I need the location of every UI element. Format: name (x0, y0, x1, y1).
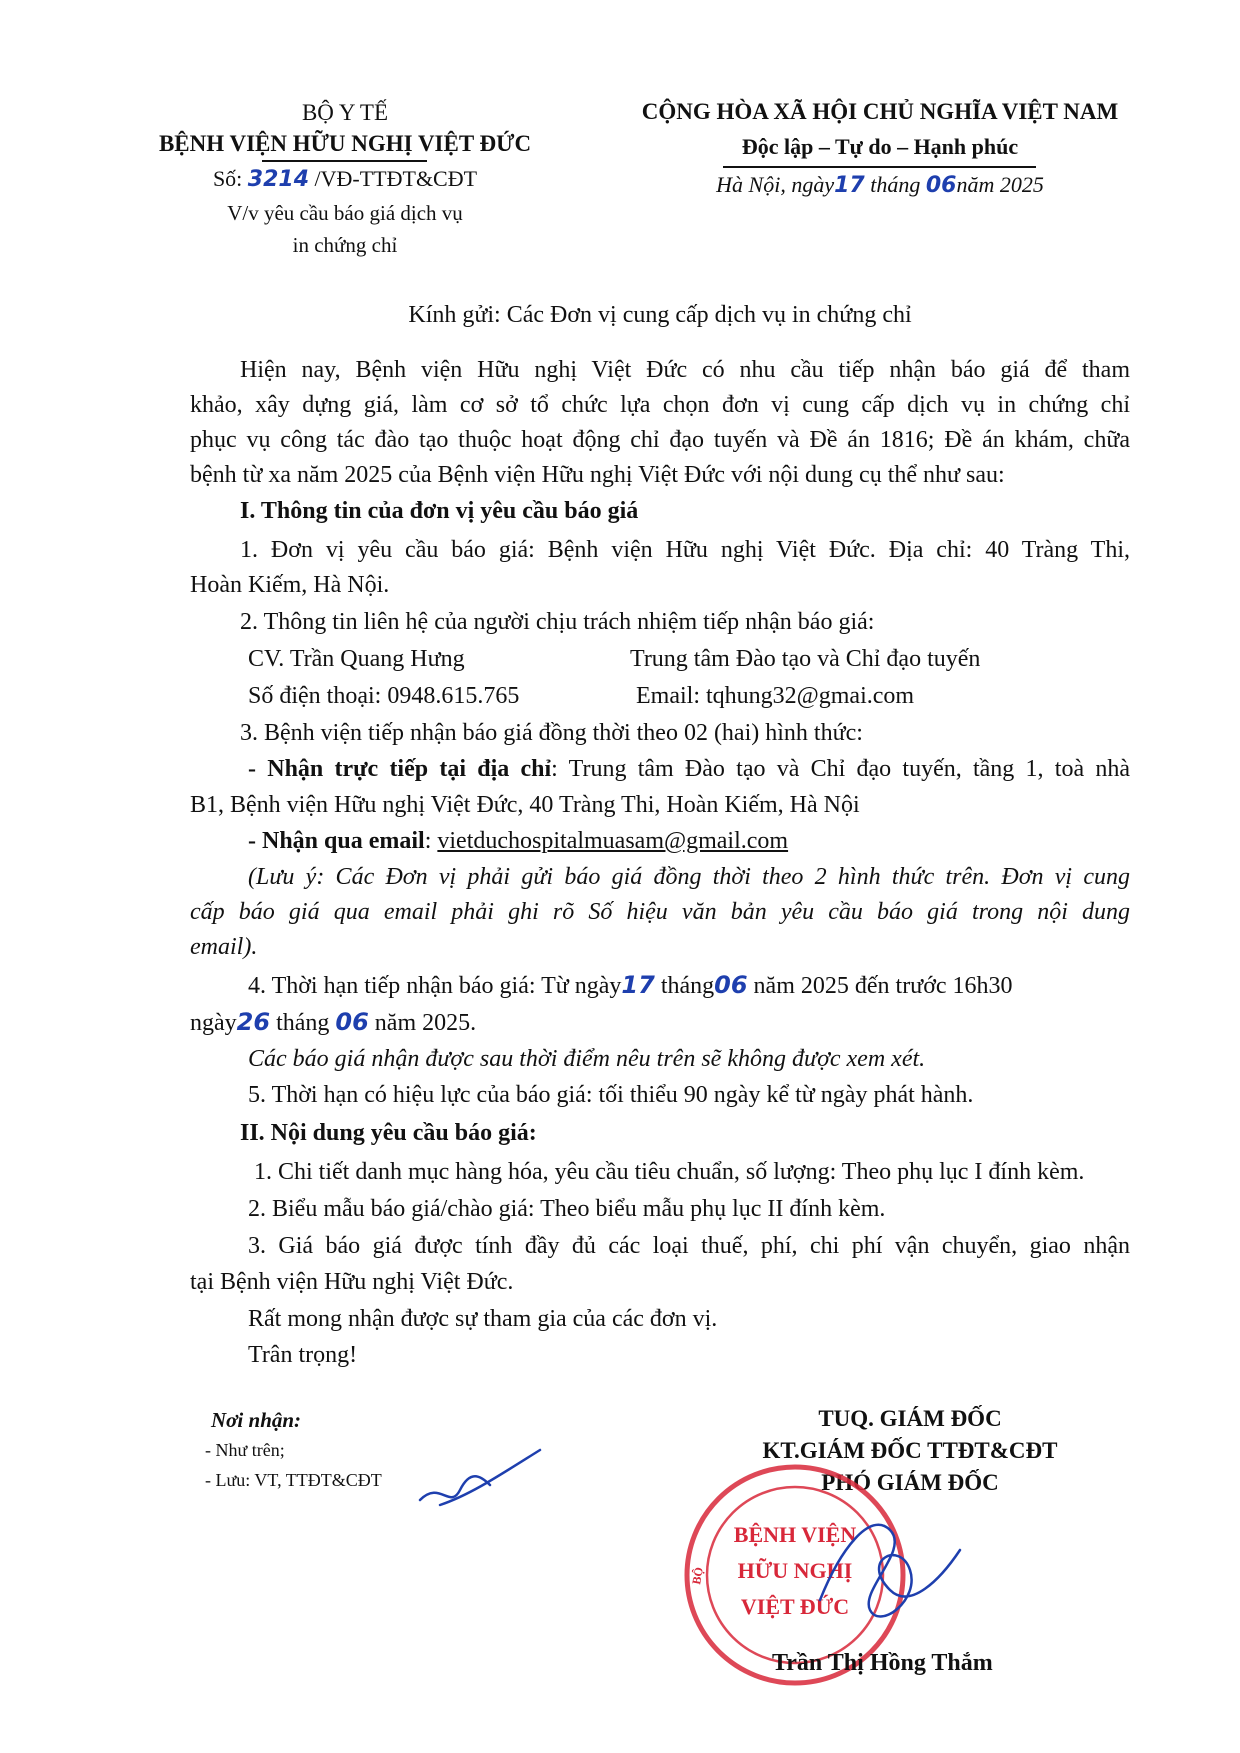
date-suffix: năm 2025 (956, 172, 1044, 197)
number-prefix: Số: (212, 166, 248, 191)
section-2-title: II. Nội dung yêu cầu báo giá: (240, 1120, 537, 1146)
s1-item2: 2. Thông tin liên hệ của người chịu trách nhiệm tiếp nhận báo giá: (240, 609, 875, 635)
number-handwritten: 3214 (247, 167, 310, 192)
contact-unit: Trung tâm Đào tạo và Chỉ đạo tuyến (630, 646, 981, 672)
item4-month1-handwritten: 06 (714, 971, 748, 999)
item4-b: tháng (654, 973, 715, 999)
stamp-line-3: VIỆT ĐỨC (740, 1594, 850, 1619)
s1-item4-line2 (190, 1005, 476, 1040)
item4-f: năm 2025. (368, 1010, 477, 1036)
date-day-handwritten: 17 (834, 173, 865, 198)
signature-line-1: TUQ. GIÁM ĐỐC (818, 1406, 1002, 1431)
email-colon: : (424, 828, 438, 854)
note-line-1: (Lưu ý: Các Đơn vị phải gửi báo giá đồng thời theo 2 hình thức trên. Đơn vị cung (248, 864, 1130, 890)
stamp-side-text: BỘ (689, 1566, 706, 1586)
item4-day1-handwritten: 17 (621, 971, 655, 999)
signature-line-3: PHÓ GIÁM ĐỐC (821, 1470, 999, 1495)
motto-underline (723, 166, 1036, 168)
initial-stroke (420, 1450, 540, 1505)
recipients-block (205, 1405, 382, 1495)
recipients-title: Nơi nhận: (211, 1408, 302, 1432)
note-line-3: email). (190, 934, 258, 960)
signature-stroke (820, 1525, 960, 1617)
closing-line-2: Trân trọng! (248, 1342, 358, 1368)
handwritten-signature (800, 1490, 980, 1650)
header-right (600, 96, 1160, 203)
number-suffix: /VĐ-TTĐT&CĐT (309, 166, 478, 191)
item4-e: tháng (270, 1010, 336, 1036)
motto: Độc lập – Tự do – Hạnh phúc (741, 134, 1019, 159)
hospital-name-underline (262, 160, 427, 162)
recipients-line-1: - Như trên; (205, 1440, 285, 1460)
intro-line-1: Hiện nay, Bệnh viện Hữu nghị Việt Đức có nhu cầu tiếp nhận báo giá để tham (240, 357, 1130, 383)
recipients-line-2: - Lưu: VT, TTĐT&CĐT (205, 1470, 382, 1490)
email-line (248, 824, 788, 858)
item4-d: ngày (190, 1010, 237, 1036)
intro-line-2: khảo, xây dựng giá, làm cơ sở tổ chức lựa chọn đơn vị cung cấp dịch vụ in chứng chỉ (190, 392, 1130, 418)
date-prefix: Hà Nội, ngày (716, 172, 835, 197)
direct-line2: B1, Bệnh viện Hữu nghị Việt Đức, 40 Tràng Thi, Hoàn Kiếm, Hà Nội (190, 792, 860, 818)
item4-month2-handwritten: 06 (335, 1008, 369, 1036)
s1-item1-line1: 1. Đơn vị yêu cầu báo giá: Bệnh viện Hữu nghị Việt Đức. Địa chỉ: 40 Tràng Thi, (240, 537, 1130, 563)
date-mid: tháng (864, 172, 926, 197)
intro-line-3: phục vụ công tác đào tạo thuộc hoạt động chỉ đạo tuyến và Đề án 1816; Đề án khám, chữa (190, 427, 1130, 453)
subject-line-2: in chứng chỉ (292, 233, 398, 257)
s2-item2: 2. Biểu mẫu báo giá/chào giá: Theo biểu mẫu phụ lục II đính kèm. (248, 1196, 886, 1222)
initial-mark (410, 1440, 550, 1520)
s2-item3-line2: tại Bệnh viện Hữu nghị Việt Đức. (190, 1269, 514, 1295)
direct-text: : Trung tâm Đào tạo và Chỉ đạo tuyến, tầng 1, toà nhà (551, 756, 1130, 782)
closing-line-1: Rất mong nhận được sự tham gia của các đơn vị. (248, 1306, 718, 1332)
email-address-link[interactable]: vietduchospitalmuasam@gmail.com (437, 828, 789, 854)
direct-line1 (248, 752, 1130, 786)
recipient-line: Kính gửi: Các Đơn vị cung cấp dịch vụ in chứng chỉ (408, 302, 912, 328)
note-line-2: cấp báo giá qua email phải ghi rõ Số hiệu văn bản yêu cầu báo giá trong nội dung (190, 899, 1130, 925)
stamp-line-2: HỮU NGHỊ (737, 1558, 853, 1583)
s1-item4-line1 (248, 968, 1013, 1003)
country-name: CỘNG HÒA XÃ HỘI CHỦ NGHĨA VIỆT NAM (641, 99, 1119, 124)
s2-item3-line1: 3. Giá báo giá được tính đầy đủ các loại thuế, phí, chi phí vận chuyển, giao nhận (248, 1233, 1130, 1259)
item4-day2-handwritten: 26 (236, 1008, 271, 1036)
s1-item5: 5. Thời hạn có hiệu lực của báo giá: tối thiểu 90 ngày kể từ ngày phát hành. (248, 1082, 974, 1108)
header-left (120, 98, 570, 261)
intro-line-4: bệnh từ xa năm 2025 của Bệnh viện Hữu nghị Việt Đức với nội dung cụ thể như sau: (190, 462, 1005, 488)
email-label: - Nhận qua email (248, 828, 425, 854)
item4-a: 4. Thời hạn tiếp nhận báo giá: Từ ngày (248, 973, 622, 999)
signer-name: Trần Thị Hồng Thắm (772, 1650, 993, 1676)
item4-c: năm 2025 đến trước 16h30 (747, 973, 1013, 999)
s1-item1-line2: Hoàn Kiếm, Hà Nội. (190, 572, 390, 598)
contact-email: Email: tqhung32@gmai.com (636, 683, 915, 709)
section-1-title: I. Thông tin của đơn vị yêu cầu báo giá (240, 498, 639, 524)
document-number (120, 162, 570, 197)
item4-note: Các báo giá nhận được sau thời điểm nêu trên sẽ không được xem xét. (248, 1046, 926, 1072)
s1-item3: 3. Bệnh viện tiếp nhận báo giá đồng thời theo 02 (hai) hình thức: (240, 720, 863, 746)
date-month-handwritten: 06 (925, 173, 957, 198)
contact-phone: Số điện thoại: 0948.615.765 (248, 683, 520, 709)
hospital-name: BỆNH VIỆN HỮU NGHỊ VIỆT ĐỨC (158, 131, 532, 156)
ministry-name: BỘ Y TẾ (301, 100, 389, 125)
stamp-line-1: BỆNH VIỆN (733, 1522, 857, 1547)
contact-name: CV. Trần Quang Hưng (248, 646, 465, 672)
direct-label: - Nhận trực tiếp tại địa chỉ (248, 756, 552, 782)
s2-item1: 1. Chi tiết danh mục hàng hóa, yêu cầu tiêu chuẩn, số lượng: Theo phụ lục I đính kèm. (254, 1159, 1085, 1185)
signature-line-2: KT.GIÁM ĐỐC TTĐT&CĐT (762, 1438, 1058, 1463)
issue-date (600, 168, 1160, 203)
subject-line-1: V/v yêu cầu báo giá dịch vụ (227, 201, 463, 225)
